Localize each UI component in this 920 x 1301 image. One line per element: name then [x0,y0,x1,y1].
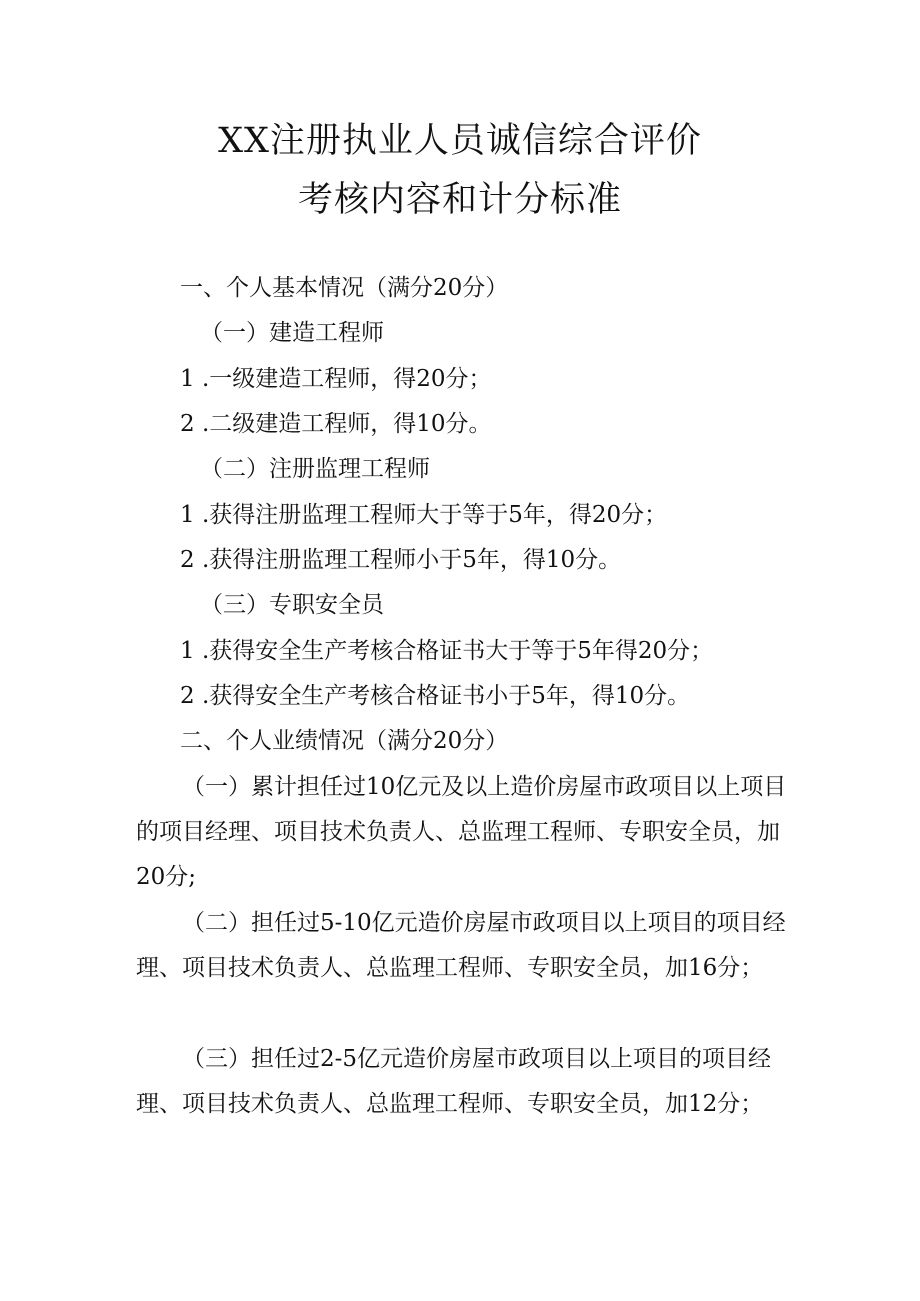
section2-heading: 二、个人业绩情况（满分20分） [180,728,509,754]
document-title-line2: 考核内容和计分标准 [297,180,622,220]
document-title-line1: XX注册执业人员诚信综合评价 [218,121,702,161]
sub1-item1: 1 .一级建造工程师，得20分； [180,366,492,392]
sub1-item2: 2 .二级建造工程师，得10分。 [180,411,492,437]
section2-paragraph-2: （二）担任过5-10亿元造价房屋市政项目以上项目的项目经理、项目技术负责人、总监理工程师、专职安全员，加16分； [136,910,786,981]
section2-paragraph-1: （一）累计担任过10亿元及以上造价房屋市政项目以上项目的项目经理、项目技术负责人、总监理工程师、专职安全员，加20分; [136,774,787,890]
sub2-item2: 2 .获得注册监理工程师小于5年，得10分。 [180,547,622,573]
sub3-item2: 2 .获得安全生产考核合格证书小于5年，得10分。 [180,683,691,709]
sub3-item1: 1 .获得安全生产考核合格证书大于等于5年得20分； [180,638,714,664]
section1-heading: 一、个人基本情况（满分20分） [180,275,509,301]
sub3-heading: （三）专职安全员 [200,592,384,618]
sub2-item1: 1 .获得注册监理工程师大于等于5年，得20分； [180,502,668,528]
sub2-heading: （二）注册监理工程师 [200,456,430,482]
section2-paragraph-3: （三）担任过2-5亿元造价房屋市政项目以上项目的项目经理、项目技术负责人、总监理工程师、专职安全员，加12分； [136,1046,772,1117]
sub1-heading: （一）建造工程师 [200,320,384,346]
